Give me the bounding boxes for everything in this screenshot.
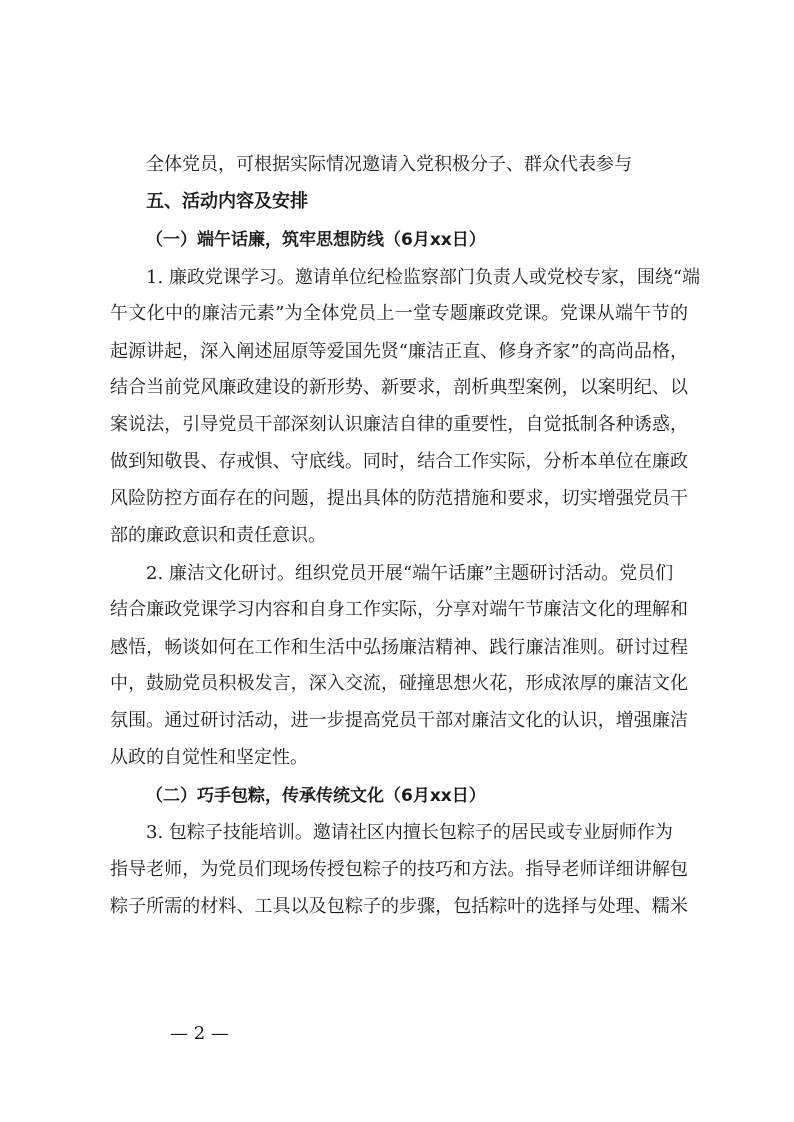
text-line: 案说法，引导党员干部深刻认识廉洁自律的重要性，自觉抵制各种诱惑， [110,414,688,435]
subsection-heading: （一）端午话廉，筑牢思想防线（6月xx日） [146,230,486,250]
text-line: 2. 廉洁文化研讨。组织党员开展“端午话廉”主题研讨活动。党员们 [146,563,674,584]
text-line: 指导老师，为党员们现场传授包粽子的技巧和方法。指导老师详细讲解包 [110,859,688,880]
text-line: 中，鼓励党员积极发言，深入交流，碰撞思想火花，形成浓厚的廉洁文化 [110,673,688,694]
section-heading: 五、活动内容及安排 [146,191,308,212]
text-line: 1. 廉政党课学习。邀请单位纪检监察部门负责人或党校专家，围绕“端 [146,267,701,288]
subsection-heading: （二）巧手包粽，传承传统文化（6月xx日） [146,786,486,806]
text-line: 做到知敬畏、存戒惧、守底线。同时，结合工作实际，分析本单位在廉政 [110,451,688,472]
text-line: 3. 包粽子技能培训。邀请社区内擅长包粽子的居民或专业厨师作为 [146,822,673,843]
text-line: 风险防控方面存在的问题，提出具体的防范措施和要求，切实增强党员干 [110,488,688,509]
text-line: 起源讲起，深入阐述屈原等爱国先贤“廉洁正直、修身齐家”的高尚品格， [110,341,688,362]
text-line: 部的廉政意识和责任意识。 [110,525,326,546]
page-number: — 2 — [170,1023,229,1044]
text-line: 从政的自觉性和坚定性。 [110,747,308,768]
text-line: 全体党员，可根据实际情况邀请入党积极分子、群众代表参与 [146,154,632,175]
text-line: 氛围。通过研讨活动，进一步提高党员干部对廉洁文化的认识，增强廉洁 [110,710,688,731]
text-line: 粽子所需的材料、工具以及包粽子的步骤，包括粽叶的选择与处理、糯米 [110,896,688,917]
text-line: 感悟，畅谈如何在工作和生活中弘扬廉洁精神、践行廉洁准则。研讨过程 [110,637,688,658]
text-line: 结合廉政党课学习内容和自身工作实际，分享对端午节廉洁文化的理解和 [110,599,688,620]
text-line: 午文化中的廉洁元素”为全体党员上一堂专题廉政党课。党课从端午节的 [110,303,688,324]
text-line: 结合当前党风廉政建设的新形势、新要求，剖析典型案例，以案明纪、以 [110,377,688,398]
